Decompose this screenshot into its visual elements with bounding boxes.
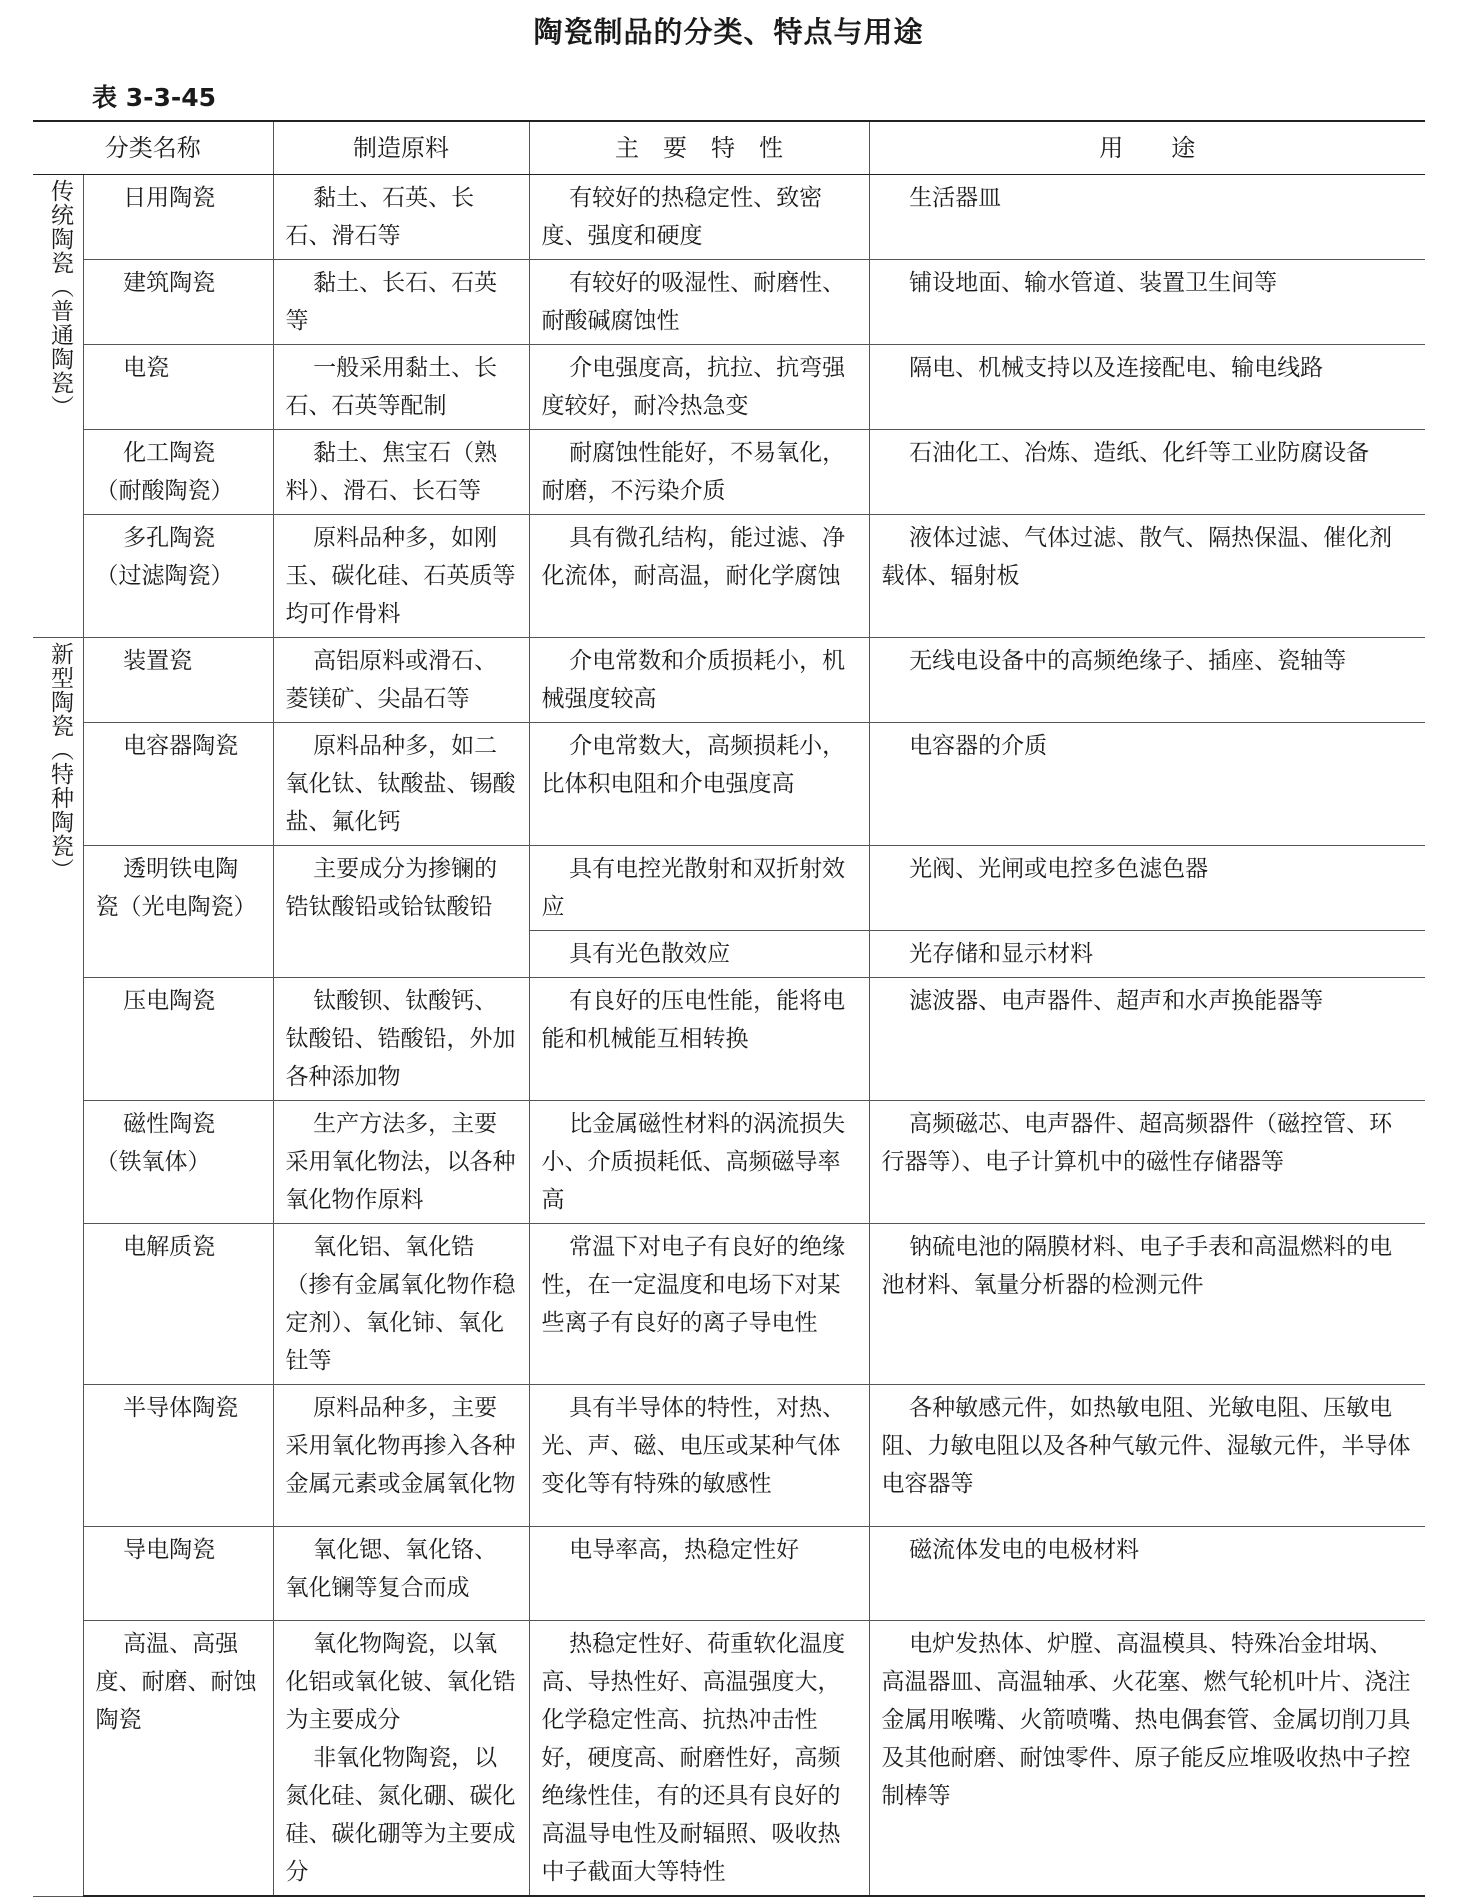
- group-label-traditional: 传统陶瓷（普通陶瓷）: [33, 175, 83, 638]
- material-cell: 主要成分为掺镧的锆钛酸铅或铪钛酸铅: [273, 846, 529, 978]
- category-name: 电容器陶瓷: [83, 723, 273, 846]
- use-cell: 电炉发热体、炉膛、高温模具、特殊冶金坩埚、高温器皿、高温轴承、火花塞、燃气轮机叶片、浇注金属用喉嘴、火箭喷嘴、热电偶套管、金属切削刀具及其他耐磨、耐蚀零件、原子能反应堆吸收热中子控制棒等: [869, 1621, 1425, 1897]
- material-cell: 高铝原料或滑石、菱镁矿、尖晶石等: [273, 638, 529, 723]
- table-row: [33, 978, 1425, 1101]
- use-cell: 电容器的介质: [869, 723, 1425, 846]
- use-cell: 光存储和显示材料: [869, 931, 1425, 978]
- category-name: 装置瓷: [83, 638, 273, 723]
- category-name: 导电陶瓷: [83, 1527, 273, 1621]
- table-row: [33, 515, 1425, 638]
- material-cell: 钛酸钡、钛酸钙、钛酸铅、锆酸铅，外加各种添加物: [273, 978, 529, 1101]
- property-cell: 具有微孔结构，能过滤、净化流体，耐高温，耐化学腐蚀: [529, 515, 869, 638]
- use-cell: 滤波器、电声器件、超声和水声换能器等: [869, 978, 1425, 1101]
- material-cell: 黏土、焦宝石（熟料）、滑石、长石等: [273, 430, 529, 515]
- table-row: [33, 1224, 1425, 1385]
- table-row: [33, 1101, 1425, 1224]
- use-cell: 各种敏感元件，如热敏电阻、光敏电阻、压敏电阻、力敏电阻以及各种气敏元件、湿敏元件，半导体电容器等: [869, 1385, 1425, 1527]
- material-cell: 原料品种多，如二氧化钛、钛酸盐、锡酸盐、氟化钙: [273, 723, 529, 846]
- use-cell: 石油化工、冶炼、造纸、化纤等工业防腐设备: [869, 430, 1425, 515]
- use-cell: 液体过滤、气体过滤、散气、隔热保温、催化剂载体、辐射板: [869, 515, 1425, 638]
- category-name: 多孔陶瓷（过滤陶瓷）: [83, 515, 273, 638]
- property-cell: 常温下对电子有良好的绝缘性，在一定温度和电场下对某些离子有良好的离子导电性: [529, 1224, 869, 1385]
- table-row: [33, 1621, 1425, 1897]
- material-cell: 原料品种多，主要采用氧化物再掺入各种金属元素或金属氧化物: [273, 1385, 529, 1527]
- use-cell: 高频磁芯、电声器件、超高频器件（磁控管、环行器等）、电子计算机中的磁性存储器等: [869, 1101, 1425, 1224]
- use-cell: 铺设地面、输水管道、装置卫生间等: [869, 260, 1425, 345]
- property-cell: 电导率高，热稳定性好: [529, 1527, 869, 1621]
- category-name: 电瓷: [83, 345, 273, 430]
- property-cell: 具有电控光散射和双折射效应: [529, 846, 869, 931]
- table-row: [33, 175, 1425, 260]
- ceramics-table: [33, 120, 1425, 1897]
- group-label-new: 新型陶瓷（特种陶瓷）: [33, 638, 83, 1897]
- material-paragraph: 非氧化物陶瓷，以氮化硅、氮化硼、碳化硅、碳化硼等为主要成分: [285, 1745, 516, 1885]
- category-name: 电解质瓷: [83, 1224, 273, 1385]
- category-name: 压电陶瓷: [83, 978, 273, 1101]
- use-cell: 隔电、机械支持以及连接配电、输电线路: [869, 345, 1425, 430]
- table-number: 表 3-3-45: [92, 83, 217, 112]
- property-cell: 介电常数和介质损耗小，机械强度较高: [529, 638, 869, 723]
- property-cell: 有较好的吸湿性、耐磨性、耐酸碱腐蚀性: [529, 260, 869, 345]
- use-cell: 生活器皿: [869, 175, 1425, 260]
- material-cell: 氧化锶、氧化铬、氧化镧等复合而成: [273, 1527, 529, 1621]
- use-cell: 光阀、光闸或电控多色滤色器: [869, 846, 1425, 931]
- use-cell: 磁流体发电的电极材料: [869, 1527, 1425, 1621]
- category-name: 高温、高强度、耐磨、耐蚀陶瓷: [83, 1621, 273, 1897]
- material-cell: 一般采用黏土、长石、石英等配制: [273, 345, 529, 430]
- use-cell: 无线电设备中的高频绝缘子、插座、瓷轴等: [869, 638, 1425, 723]
- material-cell: 氧化铝、氧化锆（掺有金属氧化物作稳定剂）、氧化铈、氧化钍等: [273, 1224, 529, 1385]
- property-cell: 介电常数大，高频损耗小，比体积电阻和介电强度高: [529, 723, 869, 846]
- category-name: 透明铁电陶瓷（光电陶瓷）: [83, 846, 273, 978]
- header-material: 制造原料: [273, 121, 529, 175]
- table-row: [33, 638, 1425, 723]
- use-cell: 钠硫电池的隔膜材料、电子手表和高温燃料的电池材料、氧量分析器的检测元件: [869, 1224, 1425, 1385]
- property-cell: 有较好的热稳定性、致密度、强度和硬度: [529, 175, 869, 260]
- material-cell: 生产方法多，主要采用氧化物法，以各种氧化物作原料: [273, 1101, 529, 1224]
- property-cell: 热稳定性好、荷重软化温度高、导热性好、高温强度大，化学稳定性高、抗热冲击性好，硬度高、耐磨性好，高频绝缘性佳，有的还具有良好的高温导电性及耐辐照、吸收热中子截面大等特性: [529, 1621, 869, 1897]
- property-cell: 比金属磁性材料的涡流损失小、介质损耗低、高频磁导率高: [529, 1101, 869, 1224]
- property-cell: 耐腐蚀性能好，不易氧化，耐磨，不污染介质: [529, 430, 869, 515]
- category-name: 日用陶瓷: [83, 175, 273, 260]
- property-cell: 介电强度高，抗拉、抗弯强度较好，耐冷热急变: [529, 345, 869, 430]
- material-cell: 黏土、长石、石英等: [273, 260, 529, 345]
- header-row: [33, 121, 1425, 175]
- material-cell: 原料品种多，如刚玉、碳化硅、石英质等均可作骨料: [273, 515, 529, 638]
- table-row: [33, 723, 1425, 846]
- table-row: [33, 345, 1425, 430]
- table-row: [33, 430, 1425, 515]
- category-name: 建筑陶瓷: [83, 260, 273, 345]
- header-use: 用 途: [869, 121, 1425, 175]
- table-row: [33, 846, 1425, 931]
- page-title: 陶瓷制品的分类、特点与用途: [533, 15, 924, 49]
- material-cell: 黏土、石英、长石、滑石等: [273, 175, 529, 260]
- table-row: [33, 1527, 1425, 1621]
- category-name: 半导体陶瓷: [83, 1385, 273, 1527]
- table-row: [33, 260, 1425, 345]
- table-row: [33, 1385, 1425, 1527]
- property-cell: 有良好的压电性能，能将电能和机械能互相转换: [529, 978, 869, 1101]
- material-cell: [273, 1621, 529, 1897]
- category-name: 化工陶瓷（耐酸陶瓷）: [83, 430, 273, 515]
- property-cell: 具有光色散效应: [529, 931, 869, 978]
- header-property: 主 要 特 性: [529, 121, 869, 175]
- property-cell: 具有半导体的特性，对热、光、声、磁、电压或某种气体变化等有特殊的敏感性: [529, 1385, 869, 1527]
- category-name: 磁性陶瓷（铁氧体）: [83, 1101, 273, 1224]
- material-paragraph: 氧化物陶瓷，以氧化铝或氧化铍、氧化锆为主要成分: [285, 1631, 516, 1733]
- header-category: 分类名称: [33, 121, 273, 175]
